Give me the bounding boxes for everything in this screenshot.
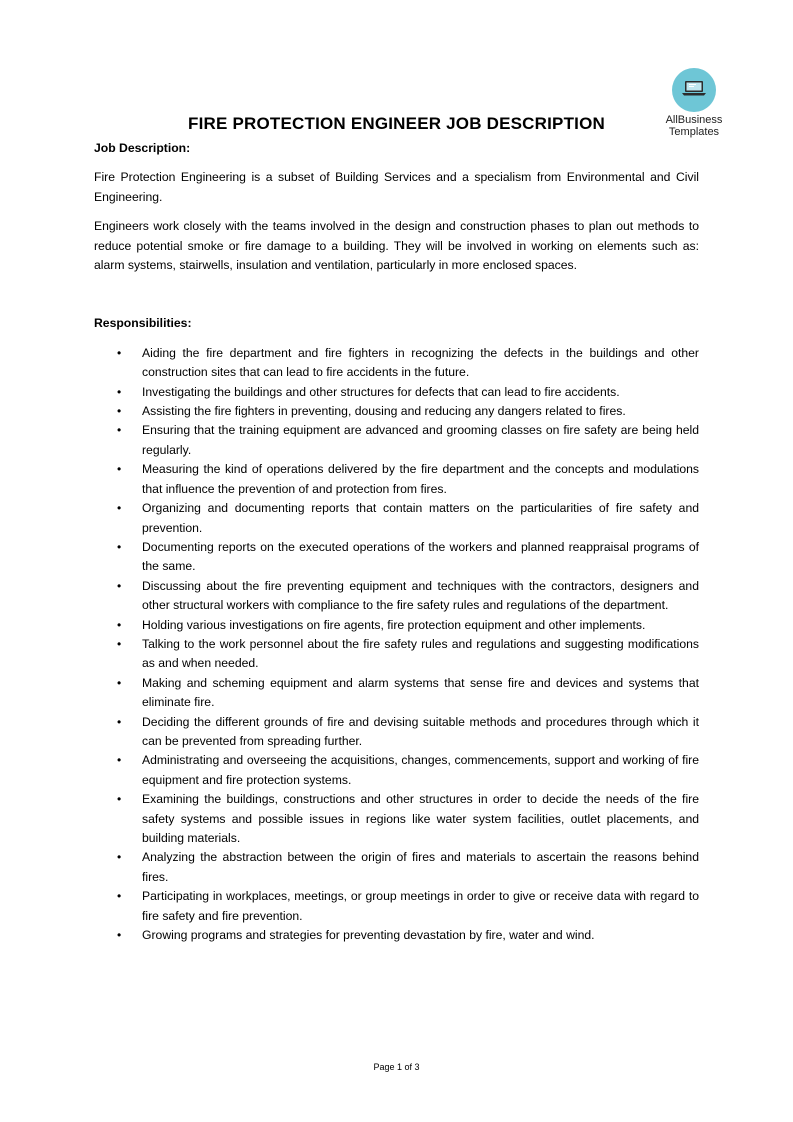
job-description-paragraph-1: Fire Protection Engineering is a subset of Building Services and a specialism from Environmental and Civil Engineering. bbox=[94, 170, 699, 204]
list-item: • Making and scheming equipment and alarm systems that sense fire and devices and systems that eliminate fire. bbox=[117, 675, 699, 710]
list-item: • Analyzing the abstraction between the origin of fires and materials to ascertain the reasons behind fires. bbox=[117, 850, 699, 884]
bullet-icon: • bbox=[117, 462, 122, 477]
bullet-icon: • bbox=[117, 578, 122, 593]
bullet-icon: • bbox=[117, 714, 122, 729]
list-item: • Growing programs and strategies for preventing devastation by fire, water and wind. bbox=[94, 926, 699, 945]
bullet-icon: • bbox=[117, 850, 122, 865]
laptop-icon bbox=[682, 80, 706, 96]
bullet-icon: • bbox=[117, 617, 122, 632]
list-item: • Participating in workplaces, meetings, or group meetings in order to give or receive data with regard to fire safety and fire prevention. bbox=[117, 889, 699, 923]
document-body bbox=[94, 139, 699, 945]
job-description-heading: Job Description: bbox=[94, 141, 191, 155]
list-item: • Holding various investigations on fire agents, fire protection equipment and other implements. bbox=[94, 616, 699, 635]
logo-line-2: Templates bbox=[668, 126, 720, 138]
job-description-paragraph-2: Engineers work closely with the teams involved in the design and construction phases to plan out methods to reduce potential smoke or fire damage to a building. They will be involved in working on elements such as: alarm systems, stairwells, insulation and ventilation, particularly in more enclosed spaces. bbox=[94, 219, 699, 273]
page-title: FIRE PROTECTION ENGINEER JOB DESCRIPTION bbox=[188, 114, 605, 133]
logo-line-1: AllBusiness bbox=[665, 114, 723, 126]
list-item: • Aiding the fire department and fire fighters in recognizing the defects in the buildings and other construction sites that can lead to fire accidents in the future. bbox=[117, 345, 699, 380]
list-item: • Talking to the work personnel about the fire safety rules and regulations and suggesting modifications as and when needed. bbox=[117, 636, 699, 671]
page-number: Page 1 of 3 bbox=[373, 1062, 420, 1072]
list-item: • Discussing about the fire preventing equipment and techniques with the contractors, designers and other structural workers with compliance to the fire safety rules and regulations of the department. bbox=[117, 578, 699, 613]
responsibilities-list bbox=[94, 344, 699, 946]
bullet-icon: • bbox=[117, 675, 122, 690]
logo-circle bbox=[672, 68, 716, 112]
list-item: • Deciding the different grounds of fire and devising suitable methods and procedures through which it can be prevented from spreading further. bbox=[117, 714, 699, 748]
list-item: • Ensuring that the training equipment are advanced and grooming classes on fire safety are being held regularly. bbox=[117, 423, 699, 457]
bullet-icon: • bbox=[117, 345, 122, 360]
responsibilities-heading: Responsibilities: bbox=[94, 316, 192, 331]
list-item: • Assisting the fire fighters in preventing, dousing and reducing any dangers related to fires. bbox=[94, 402, 699, 421]
list-item: • Measuring the kind of operations delivered by the fire department and the concepts and modulations that influence the prevention of and protection from fires. bbox=[117, 462, 699, 496]
bullet-icon: • bbox=[117, 753, 122, 768]
bullet-icon: • bbox=[117, 501, 122, 516]
bullet-icon: • bbox=[117, 384, 122, 399]
list-item: • Administrating and overseeing the acquisitions, changes, commencements, support and working of fire equipment and fire protection systems. bbox=[117, 753, 699, 787]
bullet-icon: • bbox=[117, 792, 122, 807]
list-item: • Examining the buildings, constructions and other structures in order to decide the needs of the fire safety systems and possible issues in regions like water system facilities, outlet placements, and building materials. bbox=[117, 792, 699, 845]
bullet-icon: • bbox=[117, 889, 122, 904]
bullet-icon: • bbox=[117, 404, 122, 419]
bullet-icon: • bbox=[117, 539, 122, 554]
list-item: • Documenting reports on the executed operations of the workers and planned reappraisal programs of the same. bbox=[117, 539, 699, 574]
bullet-icon: • bbox=[117, 928, 122, 943]
list-item: • Organizing and documenting reports that contain matters on the particularities of fire safety and prevention. bbox=[117, 501, 699, 535]
list-item: • Investigating the buildings and other structures for defects that can lead to fire accidents. bbox=[94, 383, 699, 402]
bullet-icon: • bbox=[117, 636, 122, 651]
bullet-icon: • bbox=[117, 423, 122, 438]
